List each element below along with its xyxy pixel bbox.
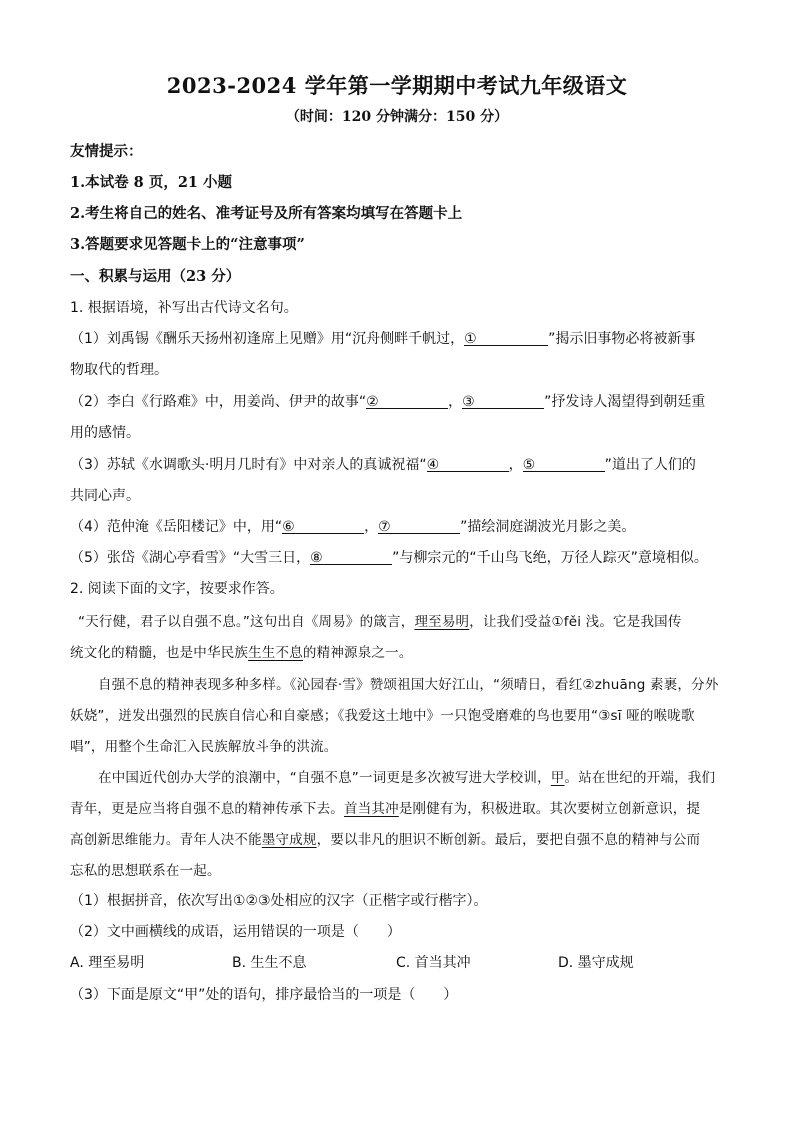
question-1-item-2-cont: 用的感情。 xyxy=(70,425,140,441)
passage-para-2-line-2: 妖娆”，迸发出强烈的民族自信心和自豪感；《我爱这土地中》一只饱受磨难的鸟也要用“③sī 哑的喉咙歌 xyxy=(70,708,695,724)
question-2-stem: 2. 阅读下面的文字，按要求作答。 xyxy=(70,581,284,597)
answer-blank-3[interactable]: ③ xyxy=(462,394,544,409)
passage-para-2-line-3: 唱”，用整个生命汇入民族解放斗争的洪流。 xyxy=(70,739,338,755)
question-2-sub-2: （2）文中画横线的成语，运用错误的一项是（ ） xyxy=(70,924,401,940)
question-1-item-5: （5）张岱《湖心亭看雪》“大雪三日，⑧ ”与柳宗元的“千山鸟飞绝，万径人踪灭”意境相似。 xyxy=(70,550,708,566)
question-1-item-3: （3）苏轼《水调歌头·明月几时有》中对亲人的真诚祝福“④ ，⑤ ”道出了人们的 xyxy=(70,457,696,473)
underlined-idiom-d: 墨守成规 xyxy=(261,832,317,848)
question-1-item-3-cont: 共同心声。 xyxy=(70,488,140,504)
passage-para-1-line-2: 统文化的精髓，也是中华民族生生不息的精神源泉之一。 xyxy=(70,645,413,661)
passage-para-3-line-2: 青年，更是应当将自强不息的精神传承下去。首当其冲是刚健有为，积极进取。其次要树立创新意识，提 xyxy=(70,801,701,817)
question-1-item-1-cont: 物取代的哲理。 xyxy=(70,362,168,378)
option-d[interactable]: D. 墨守成规 xyxy=(558,955,634,971)
answer-blank-6[interactable]: ⑥ xyxy=(282,519,364,534)
notice-item-2: 2.考生将自己的姓名、准考证号及所有答案均填写在答题卡上 xyxy=(70,205,463,222)
passage-para-2-line-1: 自强不息的精神表现多种多样。《沁园春·雪》赞颂祖国大好江山，“须晴日，看红②zhuāng 素裹，分外 xyxy=(98,677,719,693)
passage-para-3-line-3: 高创新思维能力。青年人决不能墨守成规，要以非凡的胆识不断创新。最后，要把自强不息的精神与公而 xyxy=(70,832,701,848)
question-2-sub-3: （3）下面是原文“甲”处的语句，排序最恰当的一项是（ ） xyxy=(70,987,458,1003)
notice-heading: 友情提示： xyxy=(70,143,143,160)
answer-blank-8[interactable]: ⑧ xyxy=(310,550,392,565)
question-1-stem: 1. 根据语境，补写出古代诗文名句。 xyxy=(70,300,298,316)
blank-marker-jia: 甲 xyxy=(550,770,565,786)
notice-item-3: 3.答题要求见答题卡上的“注意事项” xyxy=(70,236,305,253)
notice-item-1: 1.本试卷 8 页，21 小题 xyxy=(70,174,233,191)
option-a[interactable]: A. 理至易明 xyxy=(70,955,145,971)
answer-blank-1[interactable]: ① xyxy=(464,331,548,346)
section-heading: 一、积累与运用（23 分） xyxy=(70,268,241,285)
question-1-item-1: （1）刘禹锡《酬乐天扬州初逢席上见赠》用“沉舟侧畔千帆过，① ”揭示旧事物必将被新事 xyxy=(70,331,696,347)
option-c[interactable]: C. 首当其冲 xyxy=(396,955,471,971)
exam-time-score: （时间：120 分钟满分：150 分） xyxy=(285,109,509,125)
question-1-item-2: （2）李白《行路难》中，用姜尚、伊尹的故事“② ，③ ”抒发诗人渴望得到朝廷重 xyxy=(70,394,706,410)
option-b[interactable]: B. 生生不息 xyxy=(232,955,307,971)
underlined-idiom-a: 理至易明 xyxy=(414,614,470,630)
answer-blank-7[interactable]: ⑦ xyxy=(378,519,460,534)
underlined-idiom-c: 首当其冲 xyxy=(344,801,399,817)
underlined-idiom-b: 生生不息 xyxy=(248,645,303,661)
passage-para-3-line-4: 忘私的思想联系在一起。 xyxy=(70,863,221,879)
question-2-sub-1: （1）根据拼音，依次写出①②③处相应的汉字（正楷字或行楷字）。 xyxy=(70,893,488,909)
page-title: 2023-2024 学年第一学期期中考试九年级语文 xyxy=(166,73,628,98)
answer-blank-2[interactable]: ② xyxy=(366,394,448,409)
passage-para-1-line-1: “天行健，君子以自强不息。”这句出自《周易》的箴言，理至易明，让我们受益①fěi 浅。它是我国传 xyxy=(78,614,682,630)
question-1-item-4: （4）范仲淹《岳阳楼记》中，用“⑥ ，⑦ ”描绘洞庭湖波光月影之美。 xyxy=(70,519,636,535)
answer-blank-5[interactable]: ⑤ xyxy=(523,457,605,472)
passage-para-3-line-1: 在中国近代创办大学的浪潮中，“自强不息”一词更是多次被写进大学校训，甲。站在世纪的开端，我们 xyxy=(98,770,716,786)
answer-blank-4[interactable]: ④ xyxy=(427,457,509,472)
